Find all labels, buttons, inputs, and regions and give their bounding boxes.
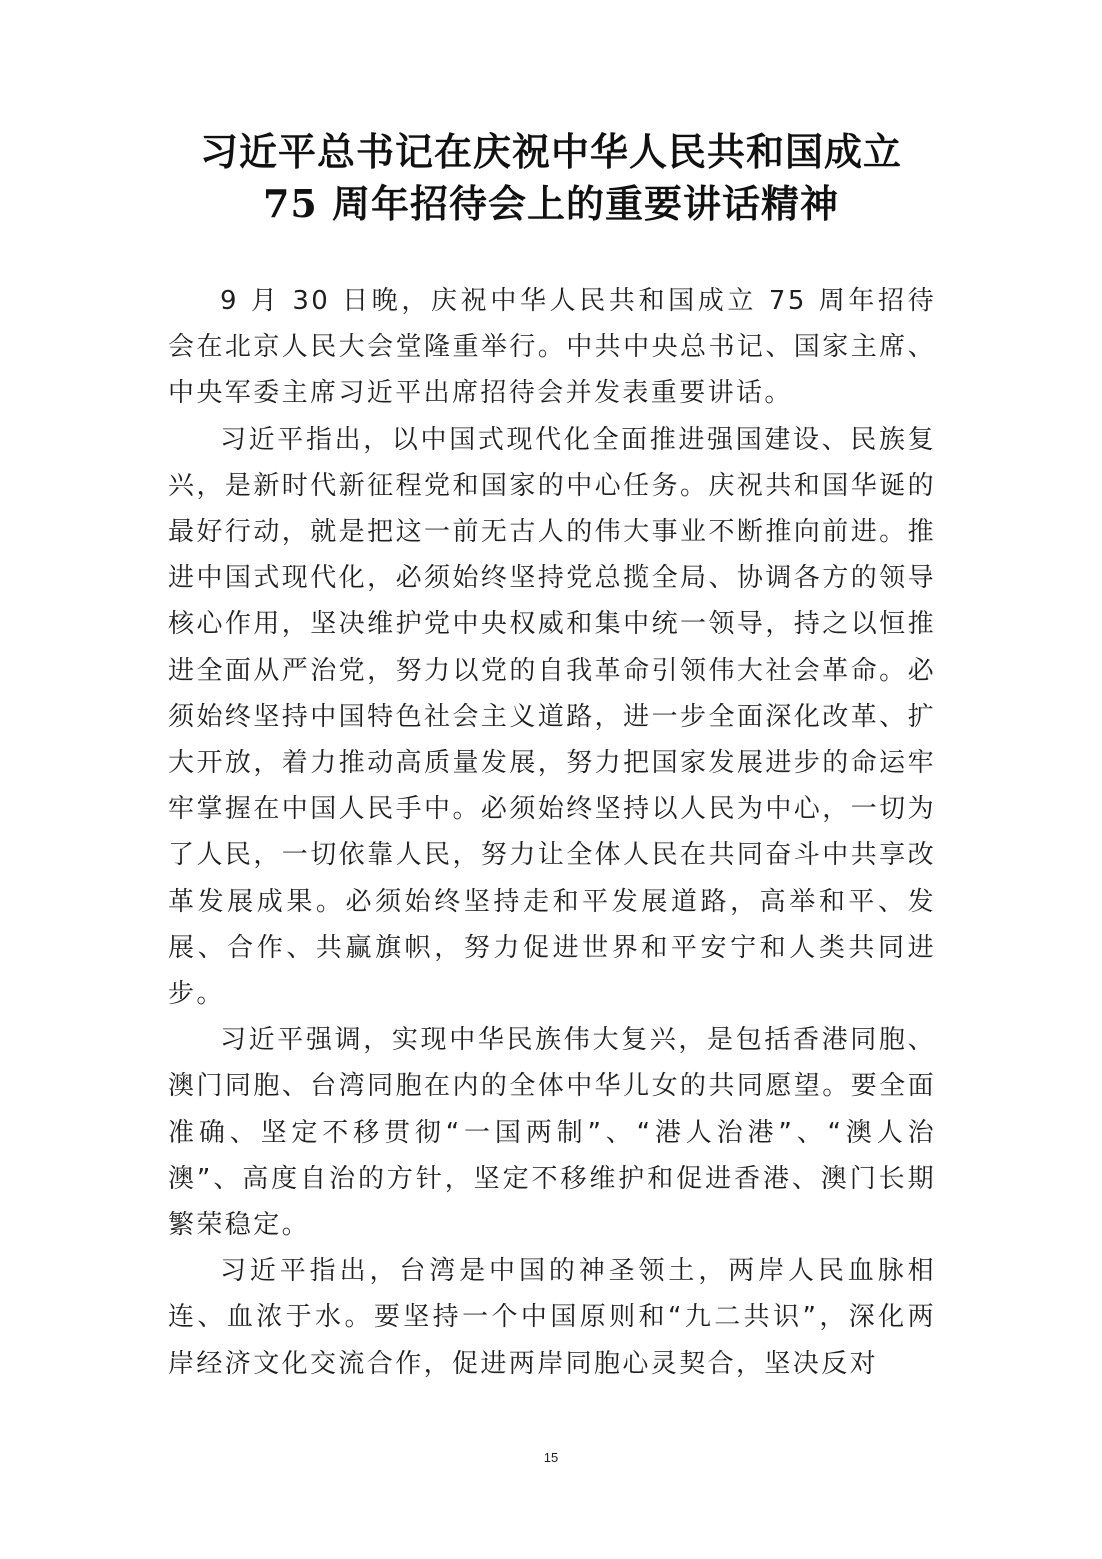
paragraph-4: 习近平指出，台湾是中国的神圣领土，两岸人民血脉相连、血浓于水。要坚持一个中国原则和“九二共识”，深化两岸经济文化交流合作，促进两岸同胞心灵契合，坚决反对 [168, 1256, 936, 1379]
document-title [120, 126, 982, 230]
title-line-2: 75 周年招待会上的重要讲话精神 [262, 181, 840, 226]
title-line-1: 习近平总书记在庆祝中华人民共和国成立 [199, 129, 902, 174]
page-number: 15 [543, 1450, 559, 1465]
document-body [168, 278, 936, 1387]
paragraph-3: 习近平强调，实现中华民族伟大复兴，是包括香港同胞、澳门同胞、台湾同胞在内的全体中华儿女的共同愿望。要全面准确、坚定不移贯彻“一国两制”、“港人治港”、“澳人治澳”、高度自治的方针，坚定不移维护和促进香港、澳门长期繁荣稳定。 [168, 1025, 936, 1241]
paragraph-1: 9 月 30 日晚，庆祝中华人民共和国成立 75 周年招待会在北京人民大会堂隆重举行。中共中央总书记、国家主席、中央军委主席习近平出席招待会并发表重要讲话。 [168, 286, 936, 409]
paragraph-2: 习近平指出，以中国式现代化全面推进强国建设、民族复兴，是新时代新征程党和国家的中心任务。庆祝共和国华诞的最好行动，就是把这一前无古人的伟大事业不断推向前进。推进中国式现代化，必须始终坚持党总揽全局、协调各方的领导核心作用，坚决维护党中央权威和集中统一领导，持之以恒推进全面从严治党，努力以党的自我革命引领伟大社会革命。必须始终坚持中国特色社会主义道路，进一步全面深化改革、扩大开放，着力推动高质量发展，努力把国家发展进步的命运牢牢掌握在中国人民手中。必须始终坚持以人民为中心，一切为了人民，一切依靠人民，努力让全体人民在共同奋斗中共享改革发展成果。必须始终坚持走和平发展道路，高举和平、发展、合作、共赢旗帜，努力促进世界和平安宁和人类共同进步。 [168, 424, 936, 1010]
